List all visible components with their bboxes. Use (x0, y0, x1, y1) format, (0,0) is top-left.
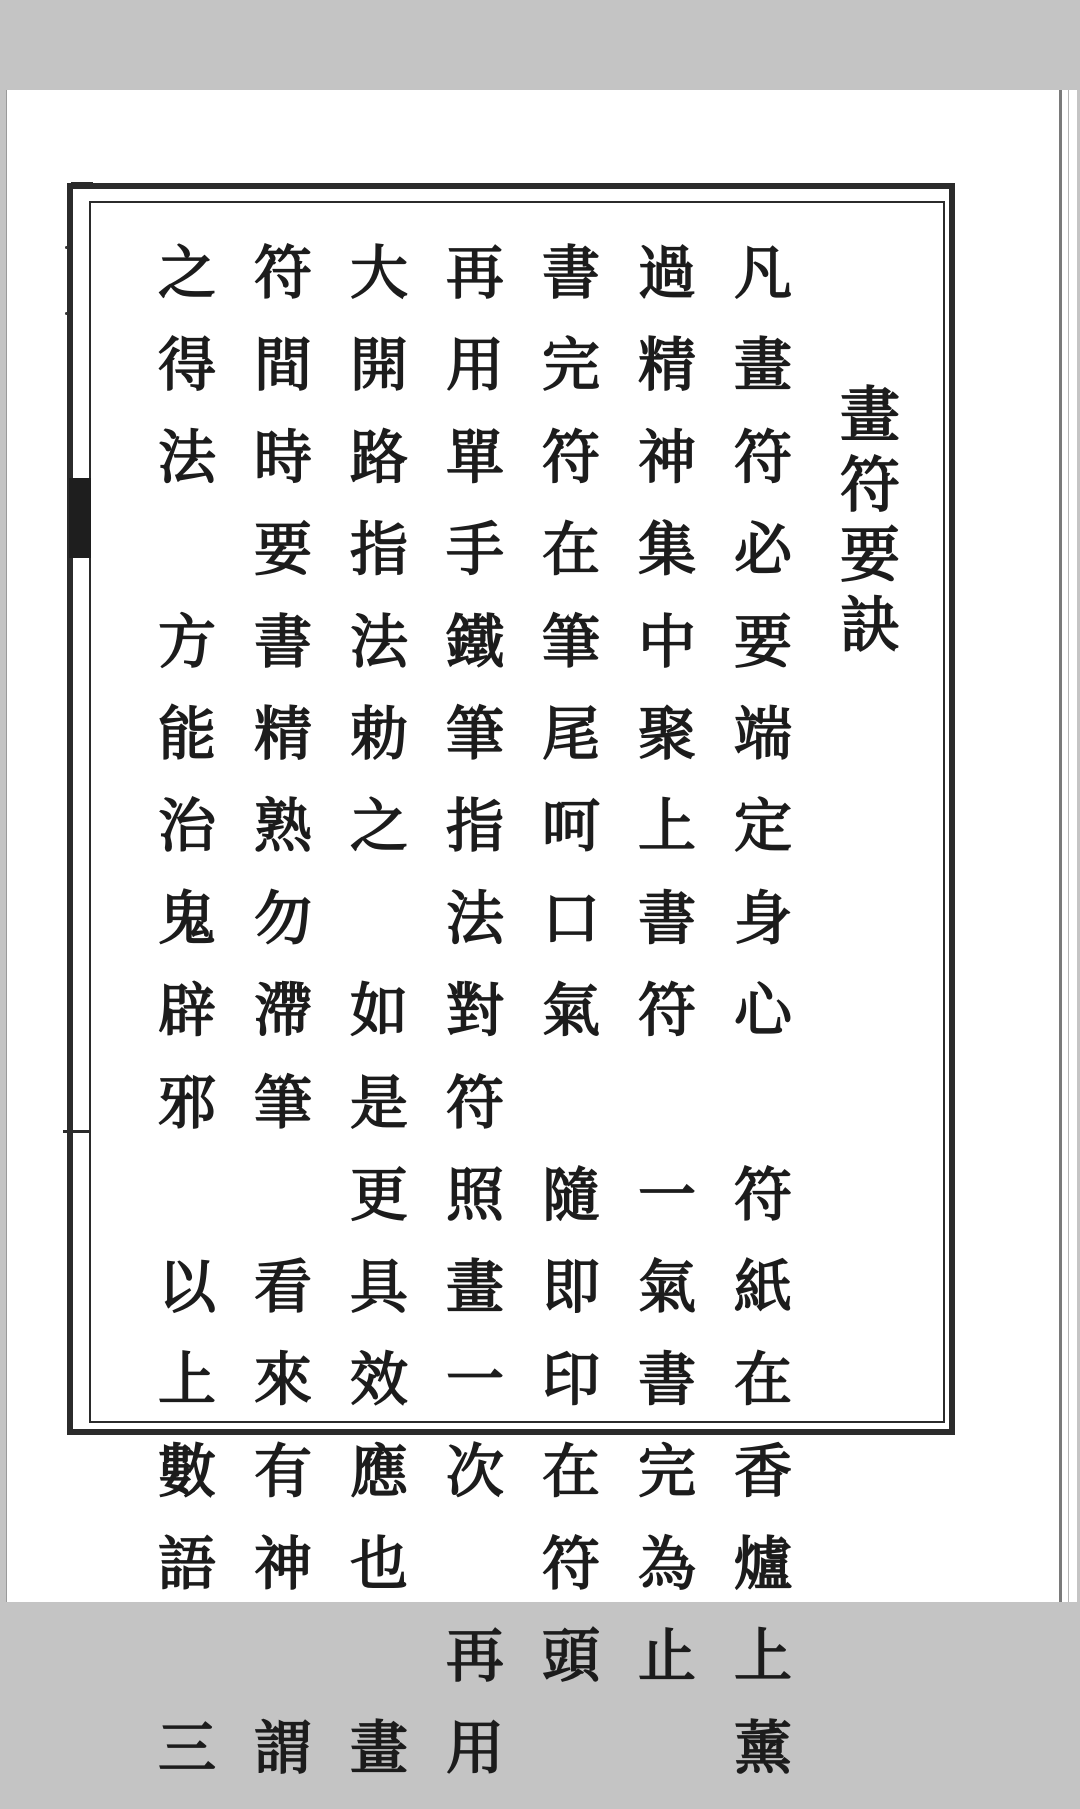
margin-dot (65, 246, 68, 249)
margin-tick (63, 1130, 91, 1133)
text-column-4: 再用單手鐵筆指法對符照畫一次 再用 (436, 242, 504, 1809)
margin-dot (65, 312, 68, 315)
page-edge-rule (1059, 90, 1062, 1602)
text-column-3: 書完符在筆尾呵口氣 隨即印在符頭 (532, 242, 600, 1718)
text-column-2: 過精神集中聚上書符 一氣書完為止 (628, 242, 696, 1718)
text-column-7: 之得法 方能治鬼辟邪 以上數語 三 (148, 242, 216, 1809)
page-frame-inner (89, 201, 945, 1423)
text-column-6: 符間時要書精熟勿滯筆 看來有神 謂 (244, 242, 312, 1809)
text-column-1: 凡畫符必要端定身心 符紙在香爐上薰 (724, 242, 792, 1809)
page-edge-rule-thin (1068, 90, 1069, 1602)
frame-corner-mark (71, 182, 93, 188)
scanned-page (6, 90, 1077, 1809)
text-column-5: 大開路指法勅之 如是更具效應也 畫 (340, 242, 408, 1809)
binding-mark (69, 478, 91, 558)
section-title: 畫符要訣 (830, 383, 900, 663)
